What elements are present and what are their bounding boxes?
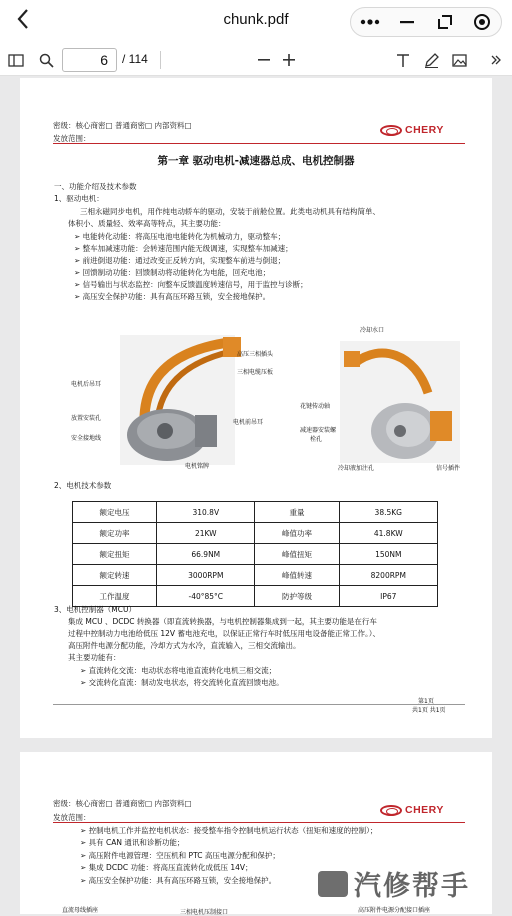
document-title: chunk.pdf	[223, 11, 289, 28]
table-cell: 41.8KW	[339, 523, 437, 544]
confidentiality-line: 密级：核心商密□ 普通商密□ 内部资料□	[53, 799, 192, 808]
pdf-page-6	[20, 78, 492, 738]
subsection-heading: 1、驱动电机：	[54, 194, 104, 203]
distribution-scope: 发放范围：	[53, 134, 91, 143]
app-bar	[0, 0, 512, 44]
motor-illustration	[45, 323, 285, 473]
toolbar-divider	[160, 51, 161, 69]
table-cell: 额定转速	[73, 565, 157, 586]
table-cell: 峰值功率	[255, 523, 339, 544]
chery-logo	[380, 124, 444, 136]
table-row	[73, 544, 438, 565]
brand-name: CHERY	[405, 804, 444, 816]
footer-rule	[53, 704, 465, 705]
table-cell: 峰值扭矩	[255, 544, 339, 565]
draw-tool-button[interactable]	[421, 49, 441, 71]
subsection-heading: 3、电机控制器（MCU）	[54, 605, 136, 614]
bullet-item: ➢ 高压安全保护功能：具有高压环路互锁，安全接地保护。	[74, 292, 271, 301]
table-cell: 310.8V	[157, 502, 255, 523]
footer-page: 第1页	[418, 698, 434, 705]
table-cell: 峰值转速	[255, 565, 339, 586]
table-cell: 重量	[255, 502, 339, 523]
target-icon	[473, 13, 491, 31]
figure-label: 电机后吊耳	[71, 381, 102, 388]
minimize-button[interactable]	[389, 7, 427, 37]
table-cell: 21KW	[157, 523, 255, 544]
table-cell: 3000RPM	[157, 565, 255, 586]
zoom-in-button[interactable]	[279, 49, 299, 71]
table-row	[73, 586, 438, 607]
bullet-item: ➢ 直流转化交流：电动状态将电池直流转化电机三相交流；	[80, 666, 277, 675]
table-cell: 防护等级	[255, 586, 339, 607]
bullet-item: ➢ 信号输出与状态监控：向整车反馈温度转速信号，用于监控与诊断；	[74, 280, 308, 289]
minus-icon	[399, 20, 415, 24]
chapter-title: 第一章 驱动电机-减速器总成、电机控制器	[157, 155, 355, 167]
table-cell: 150NM	[339, 544, 437, 565]
more-tools-button[interactable]	[486, 49, 506, 71]
more-dots-icon	[360, 19, 380, 25]
watermark-logo-icon	[318, 871, 348, 897]
footer-total: 共1页 共1页	[412, 707, 446, 714]
paragraph-line: 体积小、质量轻、效率高等特点，其主要功能：	[68, 219, 226, 228]
figure-label: 放置安装孔	[71, 415, 102, 422]
more-button[interactable]	[351, 7, 389, 37]
chery-emblem-icon	[380, 125, 402, 136]
brand-name: CHERY	[405, 124, 444, 136]
restore-button[interactable]	[426, 7, 464, 37]
bullet-item: ➢ 前进倒退功能：通过改变正反转方向，实现整车前进与倒退；	[74, 256, 286, 265]
header-rule	[53, 143, 465, 144]
bullet-item: ➢ 回馈制动功能：回馈制动将动能转化为电能，回充电池；	[74, 268, 271, 277]
close-button[interactable]	[464, 7, 502, 37]
window-controls	[350, 7, 502, 37]
motor-spec-table	[72, 501, 438, 607]
figure-label: 冷却液加注孔	[338, 465, 375, 472]
subsection-heading: 2、电机技术参数	[54, 481, 112, 490]
plus-icon	[282, 53, 296, 67]
page-number-input[interactable]: 6	[62, 48, 117, 72]
bullet-item: ➢ 高压附件电源管理：空压机和 PTC 高压电源分配和保护；	[80, 851, 280, 860]
table-cell: 8200RPM	[339, 565, 437, 586]
pen-icon	[424, 53, 439, 68]
bullet-item: ➢ 集成 DCDC 功能：将高压直流转化成低压 14V；	[80, 863, 253, 872]
paragraph-line: 高压附件电源分配功能，冷却方式为水冷，直流输入，三相交流输出。	[68, 641, 301, 650]
zoom-out-button[interactable]	[254, 49, 274, 71]
table-cell: 38.5KG	[339, 502, 437, 523]
paragraph-line: 过程中控制动力电池给低压 12V 蓄电池充电，以保证正常行车时低压用电设备能正常工作。）、	[68, 629, 380, 638]
page-total: / 114	[122, 52, 148, 66]
figure-label: 高压三相插头	[237, 351, 274, 358]
confidentiality-line: 密级：核心商密□ 普通商密□ 内部资料□	[53, 121, 192, 130]
figure-label: 栓孔	[310, 436, 323, 443]
figure-label: 电机前吊耳	[233, 419, 264, 426]
motor-front-figure	[45, 323, 285, 473]
chery-emblem-icon	[380, 805, 402, 816]
table-cell: 工作温度	[73, 586, 157, 607]
figure-label: 直流母线插座	[62, 907, 99, 914]
table-cell: 额定扭矩	[73, 544, 157, 565]
paragraph-line: 其主要功能有：	[68, 653, 121, 662]
motor-rear-figure	[300, 323, 480, 473]
bullet-item: ➢ 整车加减速功能：会转速范围内能无级调速，实现整车加减速；	[74, 244, 293, 253]
watermark	[318, 864, 470, 903]
figure-label: 高压附件电源分配接口插座	[358, 907, 431, 914]
image-icon	[452, 54, 467, 67]
figure-label: 三相电缆压板	[237, 369, 274, 376]
watermark-text: 汽修帮手	[354, 871, 470, 902]
paragraph-line: 集成 MCU 、DCDC 转换器（即直流转换器，与电机控制器集成到一起，其主要功能是在行车	[68, 617, 377, 626]
bullet-item: ➢ 交流转化直流：制动发电状态，将交流转化直流回馈电池。	[80, 678, 284, 687]
figure-label: 冷却水口	[360, 327, 385, 334]
paragraph-line: 三相永磁同步电机，用作纯电动轿车的驱动，安装于前舱位置。此类电动机具有结构简单、	[80, 207, 380, 216]
header-rule	[53, 822, 465, 823]
search-icon	[39, 53, 54, 68]
section-heading: 一、功能介绍及技术参数	[54, 182, 137, 191]
bullet-item: ➢ 控制电机工作并监控电机状态：接受整车指令控制电机运行状态（扭矩和速度的控制）；	[80, 826, 378, 835]
restore-icon	[437, 14, 453, 30]
bullet-item: ➢ 具有 CAN 通讯和诊断功能；	[80, 838, 185, 847]
minus-icon	[257, 58, 271, 62]
text-tool-button[interactable]	[393, 49, 413, 71]
search-button[interactable]	[36, 49, 56, 71]
distribution-scope: 发放范围：	[53, 813, 91, 822]
figure-label: 花键传动轴	[300, 403, 331, 410]
figure-label: 电机铭牌	[185, 463, 210, 470]
bullet-item: ➢ 电能转化动能：将高压电池电能转化为机械动力，驱动整车；	[74, 232, 286, 241]
table-row	[73, 523, 438, 544]
image-tool-button[interactable]	[449, 49, 469, 71]
table-row	[73, 502, 438, 523]
table-cell: 额定功率	[73, 523, 157, 544]
sidebar-icon	[8, 54, 24, 67]
figure-label: 减速器安装螺	[300, 427, 337, 434]
text-icon	[396, 53, 410, 68]
bullet-item: ➢ 高压安全保护功能：具有高压环路互锁，安全接地保护。	[80, 876, 277, 885]
chevron-double-right-icon	[490, 54, 502, 66]
chery-logo	[380, 804, 444, 816]
table-cell: 额定电压	[73, 502, 157, 523]
table-row	[73, 565, 438, 586]
figure-label: 安全接地线	[71, 435, 102, 442]
figure-label: 三相电机压制接口	[180, 909, 229, 916]
motor-rear-illustration	[300, 323, 480, 473]
table-cell: 66.9NM	[157, 544, 255, 565]
table-cell: IP67	[339, 586, 437, 607]
figure-label: 信号插件	[436, 465, 461, 472]
sidebar-toggle-button[interactable]	[6, 49, 26, 71]
table-cell: -40°85°C	[157, 586, 255, 607]
